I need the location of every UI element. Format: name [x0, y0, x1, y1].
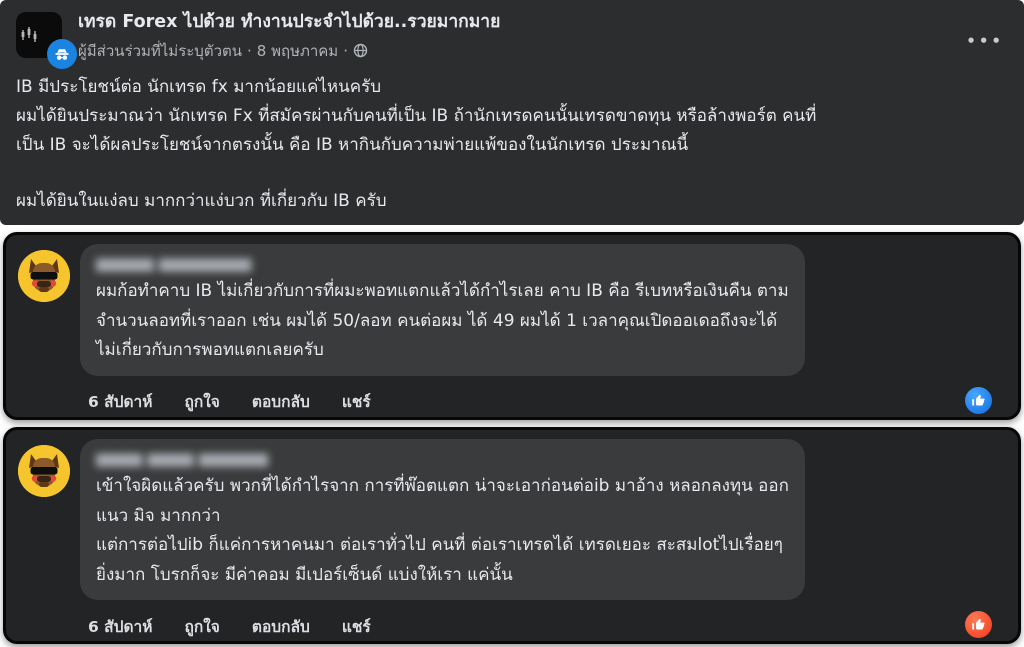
comment-bubble: [80, 439, 805, 600]
comment: [18, 439, 1006, 600]
comment-text-line: แต่การต่อไปib ก็แค่การหาคนมา ต่อเราทั่วไป คนที่ ต่อเราเทรดได้ เทรดเยอะ สะสมlotไปเรื่อยๆ: [96, 535, 783, 555]
comment: [18, 244, 1006, 376]
post-options-button[interactable]: •••: [966, 32, 1004, 50]
share-button[interactable]: แชร์: [341, 393, 371, 411]
comment-actions: [88, 387, 1006, 417]
anonymous-author-link[interactable]: ผู้มีส่วนร่วมที่ไม่ระบุตัวตน: [78, 41, 242, 60]
comment-text-line: แนว มิจ มากกว่า: [96, 505, 221, 526]
commenter-name-blurred[interactable]: ▆▆▆▆▆ ▆▆▆▆▆▆▆▆: [96, 254, 252, 272]
comment-actions: [88, 611, 1006, 641]
group-avatar[interactable]: [16, 12, 64, 60]
globe-icon: [353, 43, 368, 58]
post-body: [16, 73, 1008, 216]
like-reaction-badge-blue[interactable]: [965, 387, 992, 414]
reply-button[interactable]: ตอบกลับ: [251, 393, 310, 411]
group-name-link[interactable]: เทรด Forex ไปด้วย ทำงานประจำไปด้วย..รวยมากมาย: [78, 12, 501, 32]
comment-card-1: [3, 232, 1021, 420]
comment-card-2: [3, 427, 1021, 644]
meta-separator: ·: [343, 41, 348, 60]
comment-timestamp-link[interactable]: 6 สัปดาห์: [88, 617, 153, 636]
meta-separator: ·: [247, 41, 252, 60]
like-reaction-badge-red[interactable]: [965, 611, 992, 638]
comment-text-line: ยิ่งมาก โบรกก็จะ มีค่าคอม มีเปอร์เซ็นด์ แบ่งให้เรา แค่นั้น: [96, 564, 513, 585]
comment-text: [96, 277, 789, 366]
share-button[interactable]: แชร์: [341, 617, 371, 636]
dog-sunglasses-avatar[interactable]: [18, 250, 70, 302]
comment-timestamp-link[interactable]: 6 สัปดาห์: [88, 393, 153, 411]
post-meta: [78, 39, 500, 63]
comment-text: [96, 472, 789, 590]
post-body-line: ผมได้ยินประมาณว่า นักเทรด Fx ที่สมัครผ่านกับคนที่เป็น IB ถ้านักเทรดคนนั้นเทรดขาดทุน หรือล้างพอร์ต คนที่: [16, 105, 817, 126]
comment-bubble: [80, 244, 805, 376]
commenter-name-blurred[interactable]: ▆▆▆▆ ▆▆▆▆ ▆▆▆▆▆▆: [96, 449, 268, 467]
comment-text-line: ไม่เกี่ยวกับการพอทแตกเลยครับ: [96, 340, 324, 360]
reply-button[interactable]: ตอบกลับ: [251, 617, 310, 636]
post-header: [16, 10, 1008, 63]
post-body-line: ผมได้ยินในแง่ลบ มากกว่าแง่บวก ที่เกี่ยวกับ IB ครับ: [16, 190, 387, 211]
like-button[interactable]: ถูกใจ: [184, 617, 220, 636]
post-timestamp-link[interactable]: 8 พฤษภาคม: [256, 41, 339, 60]
like-button[interactable]: ถูกใจ: [184, 393, 220, 411]
incognito-icon: [47, 39, 77, 69]
post-head-text: [78, 10, 500, 63]
post-body-line: เป็น IB จะได้ผลประโยชน์จากตรงนั้น คือ IB หากินกับความพ่ายแพ้ของในนักเทรด ประมาณนี้: [16, 134, 689, 155]
dog-sunglasses-avatar[interactable]: [18, 445, 70, 497]
comment-text-line: ผมก้อทำคาบ IB ไม่เกี่ยวกับการที่ผมะพอทแตกแล้วได้กำไรเลย คาบ IB คือ รีเบทหรือเงินคืน ตาม: [96, 281, 789, 301]
comment-text-line: จำนวนลอทที่เราออก เช่น ผมได้ 50/ลอท คนต่อผม ได้ 49 ผมได้ 1 เวลาคุณเปิดออเดอถึงจะได้: [96, 310, 778, 331]
comment-text-line: เข้าใจผิดแล้วครับ พวกที่ได้กำไรจาก การที่พ๊อตแตก น่าจะเอาก่อนต่อib มาอ้าง หลอกลงทุน ออก: [96, 476, 789, 496]
post-body-line: IB มีประโยชน์ต่อ นักเทรด fx มากน้อยแค่ไหนครับ: [16, 76, 382, 97]
facebook-post-card: [0, 0, 1024, 225]
